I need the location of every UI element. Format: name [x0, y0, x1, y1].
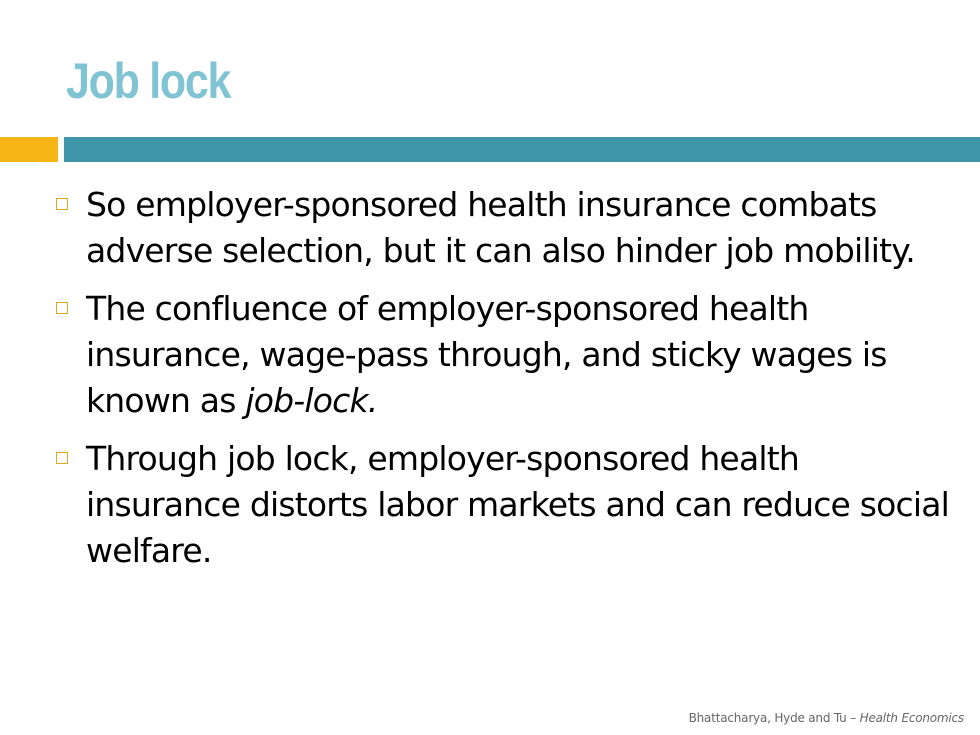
square-bullet-icon — [56, 198, 68, 210]
square-bullet-icon — [56, 302, 68, 314]
bullet-text: So employer-sponsored health insurance combats adverse selection, but it can also hinder job mobility. — [86, 185, 915, 270]
title-rule-bar — [64, 137, 980, 162]
bullet-emphasis: job-lock. — [245, 381, 378, 420]
bullet-item — [52, 286, 952, 424]
bullet-item — [52, 182, 952, 274]
bullet-list — [52, 182, 952, 586]
footer-authors: Bhattacharya, Hyde and Tu – — [688, 711, 860, 725]
accent-bar — [0, 137, 58, 162]
bullet-text: Through job lock, employer-sponsored health insurance distorts labor markets and can reduce social welfare. — [86, 439, 950, 570]
slide-title: Job lock — [66, 53, 231, 109]
footer-book-title: Health Economics — [859, 711, 964, 725]
footer-citation — [689, 710, 964, 726]
square-bullet-icon — [56, 452, 68, 464]
bullet-text: The confluence of employer-sponsored health insurance, wage-pass through, and sticky wages is known as — [86, 289, 887, 420]
bullet-item — [52, 436, 952, 574]
